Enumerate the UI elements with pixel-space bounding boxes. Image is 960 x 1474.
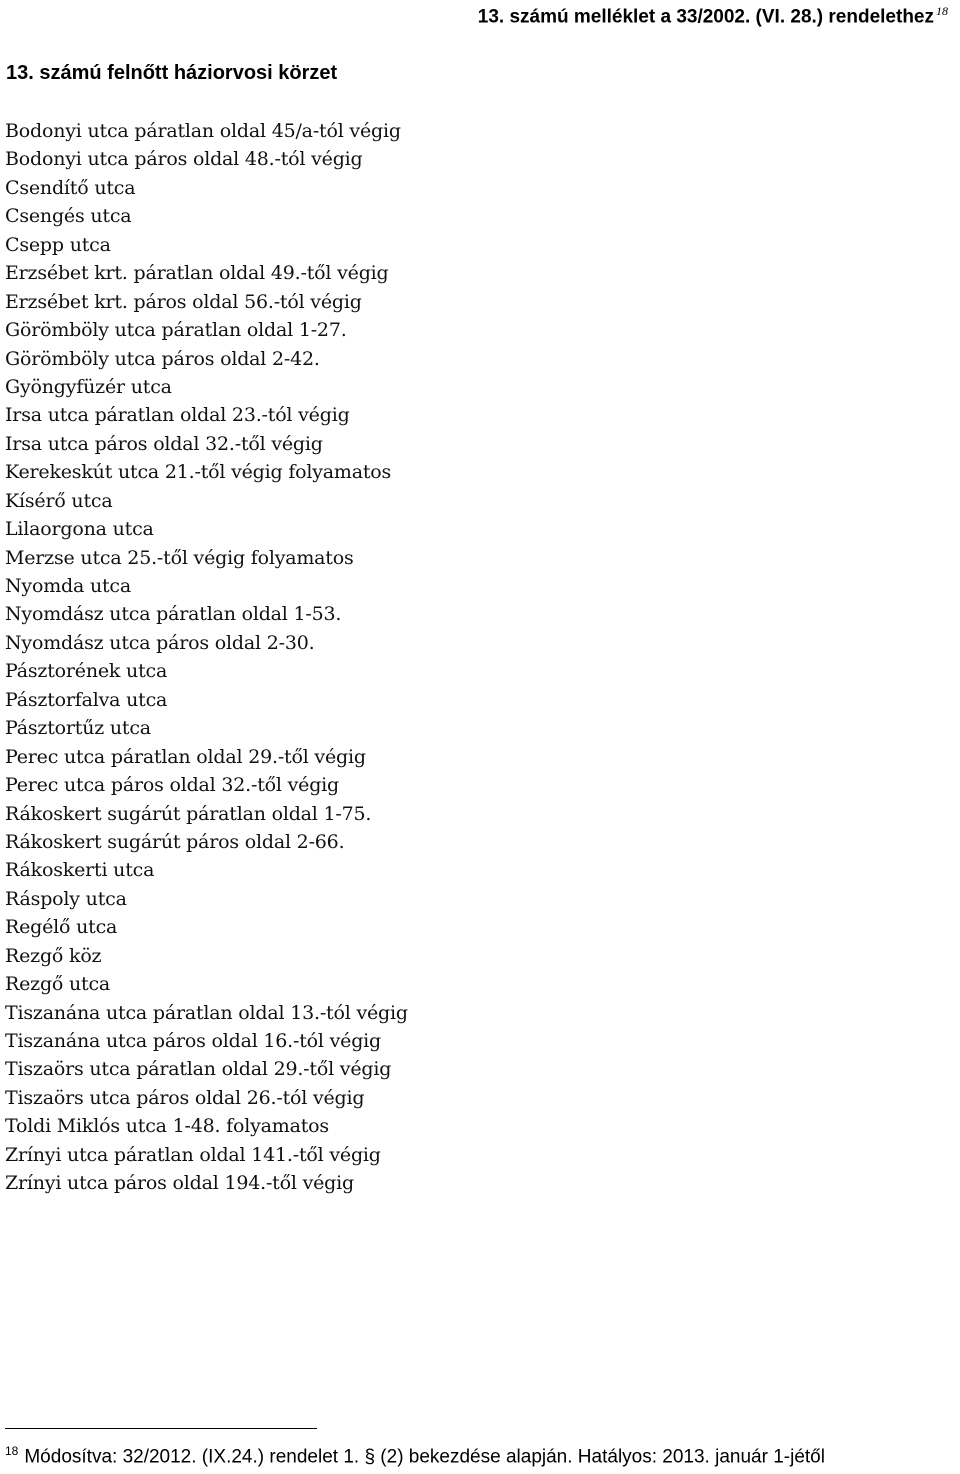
street-entry: Ráspoly utca: [5, 887, 127, 910]
header-title: 13. számú melléklet a 33/2002. (VI. 28.) rendelethez: [477, 6, 934, 28]
street-entry: Rákoskerti utca: [5, 859, 155, 882]
street-entry: Erzsébet krt. páratlan oldal 49.-től végig: [5, 262, 389, 285]
street-entry: Bodonyi utca páros oldal 48.-tól végig: [5, 148, 363, 171]
street-entry: Csepp utca: [5, 233, 111, 256]
street-entry: Bodonyi utca páratlan oldal 45/a-tól végig: [5, 120, 401, 142]
street-entry: Lilaorgona utca: [5, 518, 154, 541]
street-entry: Zrínyi utca páratlan oldal 141.-től végig: [5, 1143, 381, 1166]
street-entry: Gyöngyfüzér utca: [5, 375, 172, 398]
street-entry: Merzse utca 25.-től végig folyamatos: [5, 546, 354, 569]
street-entry: Erzsébet krt. páros oldal 56.-tól végig: [5, 290, 362, 313]
street-entry: Irsa utca páratlan oldal 23.-tól végig: [5, 404, 350, 427]
street-entry: Csengés utca: [5, 205, 132, 228]
street-entry: Rákoskert sugárút páratlan oldal 1-75.: [5, 802, 372, 825]
street-entry: Rezgő köz: [5, 944, 102, 967]
street-entry: Nyomdász utca páratlan oldal 1-53.: [5, 603, 342, 626]
street-entry: Tiszanána utca páratlan oldal 13.-tól végig: [5, 1001, 408, 1024]
footnote-divider: [5, 1428, 317, 1429]
street-entry: Tiszanána utca páros oldal 16.-tól végig: [5, 1030, 382, 1052]
district-title: 13. számú felnőtt háziorvosi körzet: [6, 62, 338, 84]
footnote-reference[interactable]: 18: [936, 4, 948, 18]
street-entry: Tiszaörs utca páros oldal 26.-tól végig: [5, 1086, 365, 1109]
street-entry: Toldi Miklós utca 1-48. folyamatos: [5, 1115, 329, 1138]
street-entry: Perec utca páratlan oldal 29.-től végig: [5, 745, 366, 768]
street-entry: Perec utca páros oldal 32.-től végig: [5, 774, 339, 797]
document-header: [478, 4, 948, 28]
street-entry: Görömböly utca páratlan oldal 1-27.: [5, 319, 347, 342]
street-entry: Pásztorének utca: [5, 660, 168, 683]
street-entry: Zrínyi utca páros oldal 194.-től végig: [5, 1172, 354, 1195]
street-entry: Kerekeskút utca 21.-től végig folyamatos: [5, 461, 392, 484]
street-entry: Regélő utca: [5, 916, 118, 939]
street-entry: Nyomdász utca páros oldal 2-30.: [5, 631, 315, 654]
street-list: [5, 117, 408, 1198]
street-entry: Rákoskert sugárút páros oldal 2-66.: [5, 830, 345, 853]
street-entry: Kísérő utca: [5, 489, 113, 512]
street-entry: Rezgő utca: [5, 973, 111, 996]
street-entry: Csendítő utca: [5, 176, 136, 199]
footnote-text: Módosítva: 32/2012. (IX.24.) rendelet 1. § (2) bekezdése alapján. Hatályos: 2013. január 1-jétől: [24, 1446, 825, 1468]
street-entry: Tiszaörs utca páratlan oldal 29.-től végig: [5, 1058, 392, 1081]
street-entry: Görömböly utca páros oldal 2-42.: [5, 347, 320, 370]
footnote: [5, 1444, 825, 1468]
street-entry: Pásztortűz utca: [5, 717, 151, 740]
street-entry: Nyomda utca: [5, 575, 131, 597]
street-entry: Pásztorfalva utca: [5, 688, 168, 711]
street-entry: Irsa utca páros oldal 32.-től végig: [5, 432, 323, 455]
footnote-number: 18: [5, 1444, 19, 1458]
